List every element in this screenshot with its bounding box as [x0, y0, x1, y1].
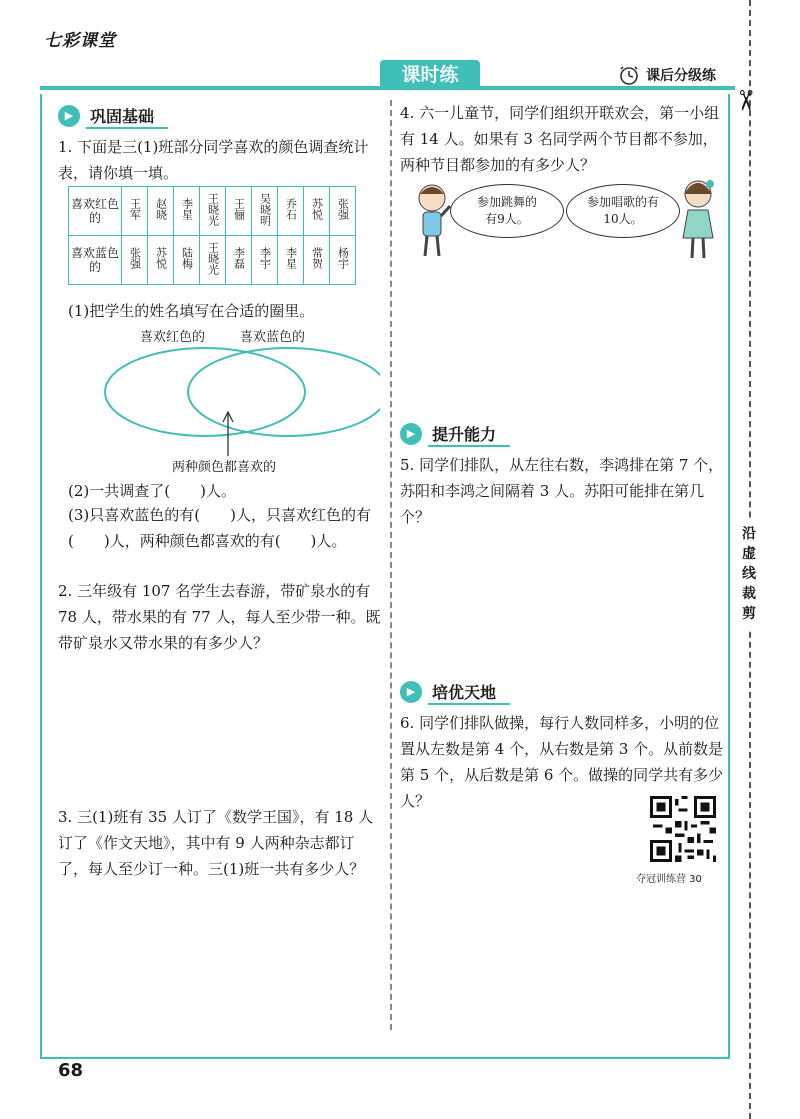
cut-label: 沿 虚 线 裁 剪 — [734, 520, 764, 628]
question-4-text: 4. 六一儿童节，同学们组织开联欢会，第一小组有 14 人。如果有 3 名同学两个节目都不参加，两种节目都参加的有多少人？ — [400, 104, 720, 174]
play-icon: ▶ — [400, 423, 422, 445]
venn-label-both: 两种颜色都喜欢的 — [172, 460, 277, 475]
question-1-text: 1. 下面是三(1)班部分同学喜欢的颜色调查统计表，请你填一填。 — [58, 138, 369, 182]
question-1-part-2: (2)一共调查了( )人。 — [68, 482, 236, 500]
table-cell: 苏悦 — [304, 187, 330, 236]
boy-icon — [412, 182, 452, 262]
table-cell: 李磊 — [226, 236, 252, 285]
question-1-part-3: (3)只喜欢蓝色的有( )人，只喜欢红色的有( )人，两种颜色都喜欢的有( )人。 — [68, 506, 371, 550]
table-cell: 杨宇 — [330, 236, 356, 285]
qr-label: 夺冠训练营 30 — [636, 874, 702, 885]
venn-label-red: 喜欢红色的 — [140, 330, 206, 345]
table-cell: 陆梅 — [174, 236, 200, 285]
page-number: 68 — [58, 1060, 84, 1081]
question-2-text: 2. 三年级有 107 名学生去春游，带矿泉水的有 78 人，带水果的有 77 人，每人至少带一种。既带矿泉水又带水果的有多少人？ — [58, 582, 381, 652]
section-basic-heading: ▶ 巩固基础 — [58, 104, 168, 128]
table-cell: 张强 — [330, 187, 356, 236]
scissors-icon: ✂ — [729, 88, 763, 113]
question-3-text: 3. 三(1)班有 35 人订了《数学王国》，有 18 人订了《作文天地》，其中有 9 人两种杂志都订了，每人至少订一种。三(1)班一共有多少人？ — [58, 808, 374, 878]
table-header-red: 喜欢红色的 — [69, 187, 122, 236]
header-subtitle — [618, 64, 716, 86]
qr-code[interactable] — [650, 796, 716, 862]
table-row-blue — [69, 236, 356, 285]
venn-diagram — [100, 340, 380, 460]
brand-logo: 七彩课堂 — [44, 31, 116, 51]
table-header-blue: 喜欢蓝色的 — [69, 236, 122, 285]
page-title: 课时练 — [380, 60, 480, 90]
question-1-part-1: (1)把学生的姓名填写在合适的圈里。 — [68, 302, 315, 320]
table-cell: 王晓光 — [200, 236, 226, 285]
speech-bubble-left: 参加跳舞的有9人。 — [450, 184, 564, 238]
table-row-red — [69, 187, 356, 236]
play-icon: ▶ — [58, 105, 80, 127]
venn-label-blue: 喜欢蓝色的 — [240, 330, 306, 345]
table-cell: 乔石 — [278, 187, 304, 236]
table-cell: 王俪 — [226, 187, 252, 236]
table-cell: 赵晓 — [148, 187, 174, 236]
table-cell: 常贺 — [304, 236, 330, 285]
speech-bubble-right: 参加唱歌的有10人。 — [566, 184, 680, 238]
color-survey-table — [68, 186, 356, 285]
table-cell: 王晓光 — [200, 187, 226, 236]
table-cell: 王军 — [122, 187, 148, 236]
table-cell: 张强 — [122, 236, 148, 285]
question-6-text: 6. 同学们排队做操，每行人数同样多，小明的位置从左数是第 4 个，从右数是第 3 个。从前数是第 5 个，从后数是第 6 个。做操的同学共有多少人？ — [400, 714, 724, 810]
table-cell: 苏悦 — [148, 236, 174, 285]
subtitle-text: 课后分级练 — [646, 68, 716, 84]
girl-icon — [678, 178, 718, 264]
venn-circle-red — [105, 348, 305, 436]
play-icon: ▶ — [400, 681, 422, 703]
table-cell: 李星 — [278, 236, 304, 285]
clock-icon — [618, 64, 640, 86]
section-improve-heading: ▶ 提升能力 — [400, 422, 510, 446]
venn-circle-blue — [188, 348, 380, 436]
table-cell: 吴晓明 — [252, 187, 278, 236]
table-cell: 李星 — [174, 187, 200, 236]
column-divider — [390, 100, 392, 1030]
section-advanced-heading: ▶ 培优天地 — [400, 680, 510, 704]
question-5-text: 5. 同学们排队，从左往右数，李鸿排在第 7 个，苏阳和李鸿之间隔着 3 人。苏阳可能排在第几个？ — [400, 456, 724, 526]
table-cell: 李宇 — [252, 236, 278, 285]
